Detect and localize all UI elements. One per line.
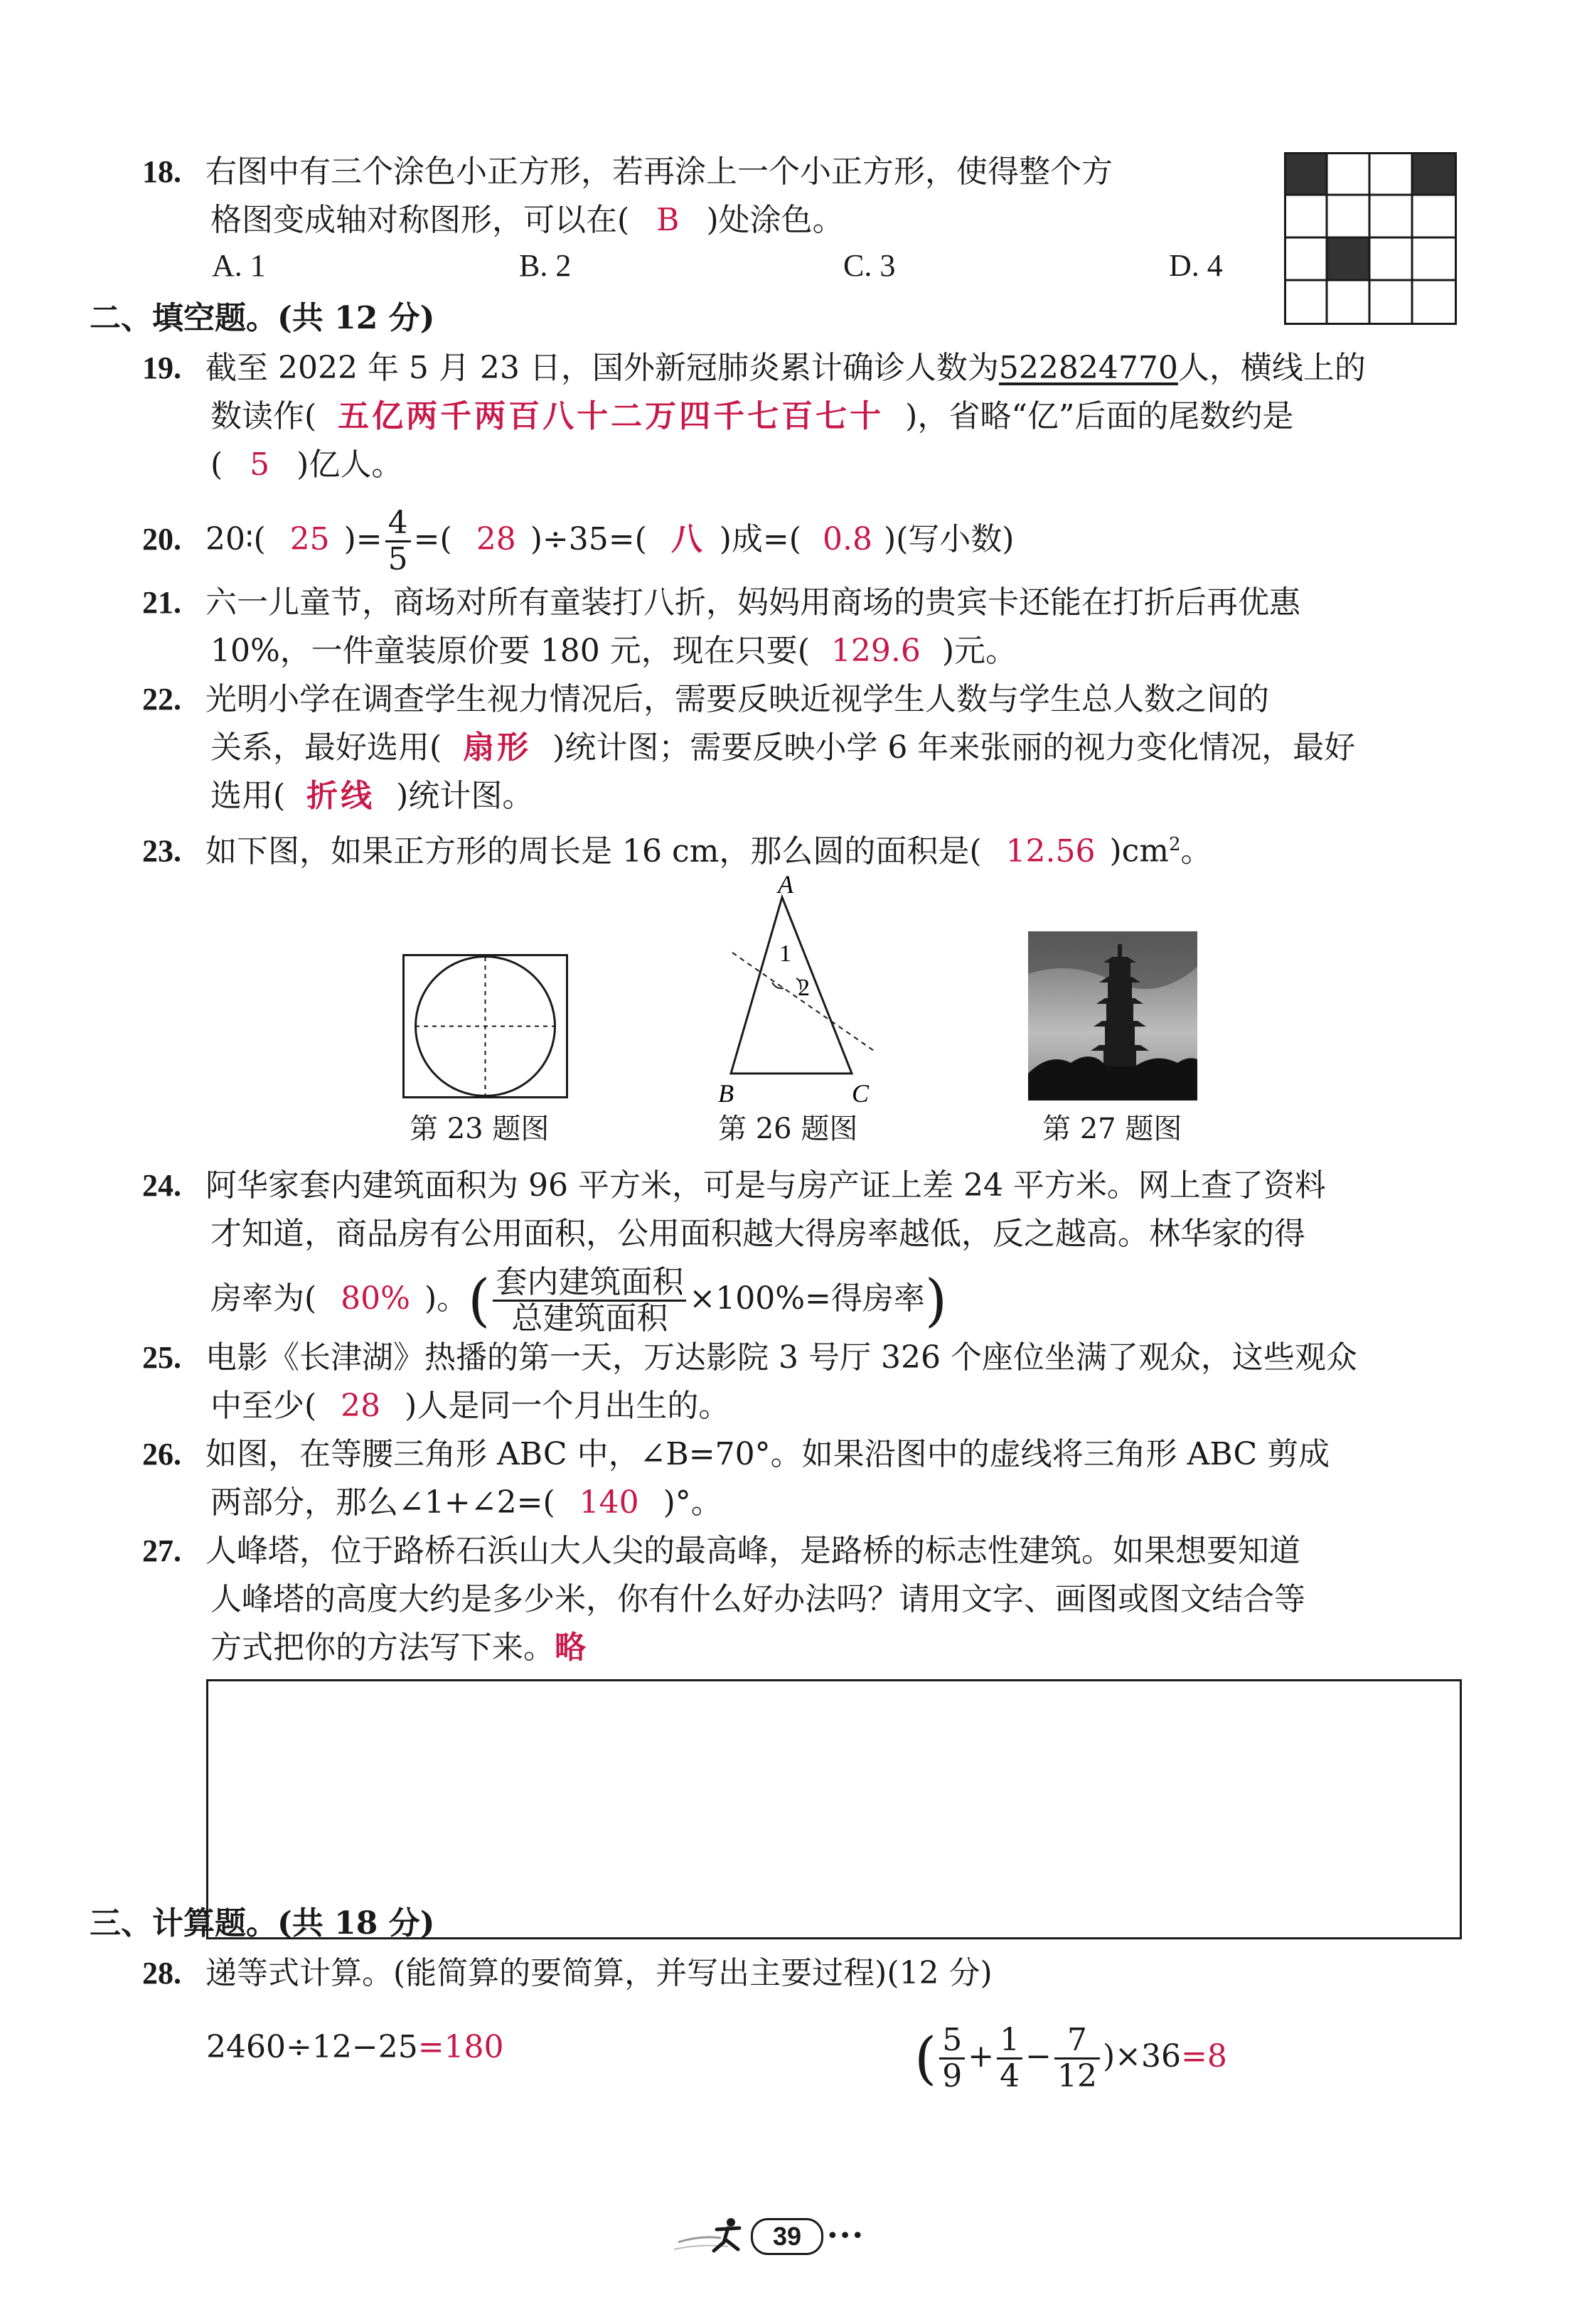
q20-line [142, 506, 1014, 577]
q21-line2 [210, 627, 1017, 675]
q27-text3-pre: 方式把你的方法写下来。 [210, 1629, 555, 1666]
q27-line1 [142, 1527, 1300, 1575]
q18-option-b: B. 2 [519, 248, 572, 283]
q28-frac3-top: 7 [1054, 2023, 1100, 2060]
q25-line2 [210, 1382, 729, 1430]
q22-text3-post: )统计图。 [396, 778, 534, 814]
figure23-caption: 第 23 题图 [410, 1113, 550, 1145]
q24-text3-pre: 房率为( [210, 1280, 317, 1317]
q26-text2-post: )°。 [663, 1484, 722, 1521]
q18-text2-pre: 格图变成轴对称图形，可以在( [210, 202, 630, 238]
q18-line1 [142, 148, 1113, 196]
runner-icon [671, 2214, 757, 2256]
footer-dots: ••• [826, 2224, 865, 2249]
q28-expr2-answer: =8 [1181, 2038, 1227, 2074]
q18-option-a: A. 1 [212, 248, 266, 283]
q24-frac-bottom: 总建筑面积 [511, 1300, 668, 1337]
q20-part5: )成=( [719, 521, 801, 557]
q27-line3 [210, 1624, 589, 1672]
q26-number: 26. [142, 1437, 181, 1472]
q21-answer: 129.6 [830, 633, 921, 669]
q25-text1: 电影《长津湖》热播的第一天，万达影院 3 号厅 326 个座位坐满了观众，这些观众 [205, 1339, 1357, 1376]
q28-frac1 [939, 2023, 965, 2094]
q20-answer1: 25 [289, 521, 330, 557]
q18-option-d: D. 4 [1169, 248, 1223, 283]
q24-fraction [493, 1265, 686, 1336]
triangle-label-b: B [718, 1079, 734, 1108]
q20-answer4: 0.8 [822, 521, 872, 557]
q24-answer: 80% [341, 1280, 410, 1317]
angle-label-2: 2 [798, 975, 810, 1001]
section3-heading: 三、计算题。(共 18 分) [90, 1905, 435, 1942]
q26-line1 [142, 1430, 1330, 1479]
figure27-caption: 第 27 题图 [1042, 1113, 1182, 1145]
q24-frac-top: 套内建筑面积 [493, 1265, 686, 1302]
q23-answer: 12.56 [1005, 832, 1096, 869]
q28-expr1-text: 2460÷12−25 [206, 2029, 418, 2065]
figure26-triangle [718, 867, 889, 1109]
q22-number: 22. [142, 682, 181, 717]
q25-text2-pre: 中至少( [210, 1388, 317, 1424]
q24-line2 [210, 1210, 1305, 1258]
q27-number: 27. [142, 1533, 181, 1568]
figure23-square-circle [402, 954, 570, 1101]
q28-frac2 [997, 2023, 1022, 2094]
q22-text2-pre: 关系，最好选用( [210, 729, 442, 766]
figure26-caption: 第 26 题图 [718, 1113, 858, 1145]
q22-answer2: 折线 [306, 778, 375, 814]
q18-text2-post: )处涂色。 [706, 202, 844, 238]
q28-expression1 [206, 2023, 504, 2072]
q22-text3-pre: 选用( [210, 778, 286, 814]
grid-cell-shaded-1 [1284, 152, 1327, 195]
q24-text3-mid: )。 [424, 1280, 469, 1317]
q18-line2 [210, 196, 844, 245]
q24-line3 [210, 1265, 947, 1336]
q20-part2: )= [343, 521, 383, 557]
q28-frac2-bottom: 4 [1000, 2058, 1020, 2094]
grid-cell-shaded-2 [1412, 152, 1455, 195]
q28-frac3-bottom: 12 [1057, 2058, 1097, 2094]
q24-text1: 阿华家套内建筑面积为 96 平方米，可是与房产证上差 24 平方米。网上查了资料 [205, 1167, 1326, 1204]
q24-number: 24. [142, 1168, 181, 1203]
q28-expr2-text: )×36 [1102, 2038, 1181, 2074]
figure27-pagoda-photo [1028, 931, 1197, 1101]
q24-close-paren: ) [924, 1267, 948, 1334]
grid-cell-shaded-3 [1327, 237, 1369, 280]
q27-line2 [210, 1575, 1305, 1624]
q28-number: 28. [142, 1956, 181, 1991]
q28-title: 递等式计算。(能简算的要简算，并写出主要过程)(12 分) [205, 1955, 993, 1991]
q26-answer: 140 [579, 1484, 639, 1521]
q28-frac1-top: 5 [939, 2023, 965, 2060]
angle-label-1: 1 [779, 941, 791, 967]
q24-text2: 才知道，商品房有公用面积，公用面积越大得房率越低，反之越高。林华家的得 [210, 1216, 1305, 1252]
q22-line2 [210, 724, 1355, 772]
q28-title-line [142, 1949, 993, 1998]
q19-line1 [142, 344, 1366, 392]
page-footer [671, 2214, 899, 2256]
q23-superscript: 2 [1169, 834, 1181, 855]
q19-text2-post: )，省略“亿”后面的尾数约是 [905, 398, 1294, 434]
q28-expr1-answer: =180 [417, 2029, 504, 2065]
q20-part6: )(写小数) [883, 521, 1015, 557]
q19-line2 [210, 392, 1293, 441]
page-number: 39 [772, 2222, 802, 2251]
q20-answer3: 八 [670, 521, 705, 557]
section2-heading: 二、填空题。(共 12 分) [90, 300, 435, 336]
q25-answer: 28 [341, 1388, 381, 1424]
q21-number: 21. [142, 585, 181, 620]
q21-line1 [142, 579, 1300, 627]
triangle-label-a: A [778, 870, 793, 899]
q19-text2-pre: 数读作( [210, 398, 317, 434]
q19-underlined-number: 522824770 [998, 350, 1178, 386]
q20-frac-top: 4 [385, 506, 411, 542]
q24-open-paren: ( [468, 1267, 491, 1334]
q25-number: 25. [142, 1340, 181, 1375]
q19-text1-post: 人，横线上的 [1177, 350, 1366, 386]
q21-text2-pre: 10%，一件童装原价要 180 元，现在只要( [210, 633, 810, 669]
q22-line3 [210, 772, 533, 820]
q28-open-paren: ( [914, 2025, 937, 2092]
q20-frac-bottom: 5 [387, 541, 408, 577]
q19-line3 [210, 441, 402, 489]
q19-answer-approx: 5 [250, 446, 270, 483]
q19-answer-reading: 五亿两千两百八十二万四千七百七十 [338, 398, 884, 434]
q23-line [142, 820, 1212, 876]
q26-text2-pre: 两部分，那么∠1+∠2=( [210, 1484, 555, 1521]
q26-text1: 如图，在等腰三角形 ABC 中，∠B=70°。如果沿图中的虚线将三角形 ABC 剪成 [205, 1436, 1330, 1472]
q27-text1: 人峰塔，位于路桥石浜山大人尖的最高峰，是路桥的标志性建筑。如果想要知道 [205, 1533, 1300, 1569]
q22-text2-post: )统计图；需要反映小学 6 年来张丽的视力变化情况，最好 [552, 729, 1356, 766]
q19-number: 19. [142, 350, 181, 385]
q28-frac1-bottom: 9 [942, 2058, 963, 2094]
q27-answer: 略 [555, 1629, 589, 1666]
q22-text1: 光明小学在调查学生视力情况后，需要反映近视学生人数与学生总人数之间的 [205, 681, 1269, 717]
q22-line1 [142, 675, 1269, 724]
q20-part4: )÷35=( [530, 521, 647, 557]
q21-text1: 六一儿童节，商场对所有童装打八折，妈妈用商场的贵宾卡还能在打折后再优惠 [205, 584, 1300, 621]
q28-frac3 [1054, 2023, 1100, 2094]
q28-expression2: ( $\frac{5}{9}$ + $\frac{1}{4}$ − $\frac{7}{12}$ )×36=8 [914, 2022, 1227, 2094]
q25-line1 [142, 1334, 1357, 1382]
q18-number: 18. [142, 154, 181, 189]
q23-text-pre: 如下图，如果正方形的周长是 16 cm，那么圆的面积是( [205, 832, 982, 869]
q28-frac2-top: 1 [997, 2023, 1022, 2060]
q20-number: 20. [142, 522, 181, 557]
page-number-badge [751, 2218, 823, 2255]
q25-text2-post: )人是同一个月出生的。 [405, 1388, 730, 1424]
q24-line1 [142, 1162, 1326, 1210]
q18-grid-figure [1284, 152, 1463, 326]
q18-option-c: C. 3 [843, 248, 896, 283]
q23-text-post: )cm [1109, 832, 1169, 869]
q23-text-end: 。 [1180, 832, 1212, 869]
q22-answer1: 扇形 [463, 729, 532, 766]
q20-part3: =( [413, 521, 452, 557]
q23-number: 23. [142, 833, 181, 869]
q19-text1-pre: 截至 2022 年 5 月 23 日，国外新冠肺炎累计确诊人数为 [205, 350, 999, 386]
q21-text2-post: )元。 [941, 633, 1017, 669]
q18-answer: B [656, 202, 680, 238]
q20-part1: 20∶( [205, 521, 266, 557]
q19-text3-pre: ( [210, 446, 223, 483]
q18-text1: 右图中有三个涂色小正方形，若再涂上一个小正方形，使得整个方 [205, 154, 1113, 190]
q19-text3-post: )亿人。 [296, 446, 403, 483]
q27-text2: 人峰塔的高度大约是多少米，你有什么好办法吗？请用文字、画图或图文结合等 [210, 1581, 1305, 1617]
triangle-label-c: C [852, 1079, 870, 1108]
q24-text3-post: ×100%=得房率 [689, 1280, 925, 1317]
q20-fraction [385, 506, 411, 577]
q20-answer2: 28 [476, 521, 516, 557]
q26-line2 [210, 1479, 722, 1527]
